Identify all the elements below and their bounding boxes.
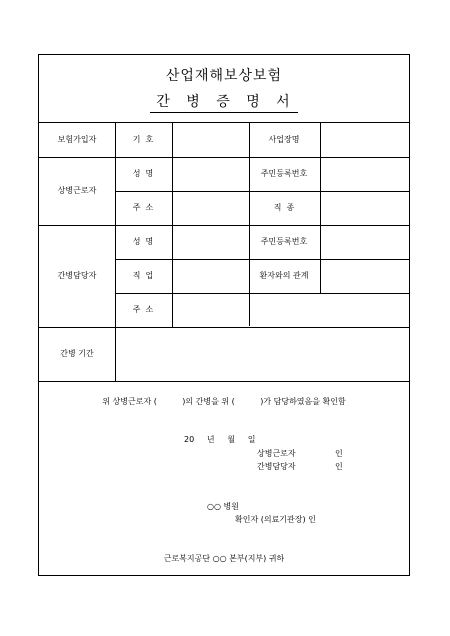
insured-label: 보험가입자 [57,135,97,144]
rule-worker-mid [115,191,409,192]
workplace-label: 사업장명 [268,135,300,144]
rule-worker-bottom [39,225,409,226]
rule-title-bottom [39,122,409,123]
rule-caregiver-bottom [39,327,409,328]
insured-code-label: 기 호 [132,135,154,144]
certify-statement: 위 상병근로자 ( )의 간병을 위 ( )가 담당하였음을 확인함 [102,397,346,406]
worker-label: 상병근로자 [57,186,97,195]
form-subtitle-wrap [39,91,409,113]
rule-label-col [115,122,116,381]
caregiver-seal: 인 [335,462,343,471]
form-subtitle: 간 병 증 명 서 [150,91,297,113]
caregiver-label: 간병담당자 [57,271,97,280]
rule-insured-bottom [39,157,409,158]
worker-rrn-label: 주민등록번호 [260,169,308,178]
rule-caregiver-mid1 [115,259,409,260]
period-label: 간병 기간 [60,349,94,358]
certificate-form [38,54,410,576]
worker-job-label: 직 종 [273,203,295,212]
caregiver-relation-label: 환자와의 관계 [259,271,309,280]
form-title: 산업재해보상보험 [165,68,283,84]
confirmer-line: 확인자 (의료기관장) 인 [235,515,316,524]
caregiver-address-label: 주 소 [132,305,154,314]
rule-caregiver-mid2 [115,293,409,294]
worker-sign-label: 상병근로자 [257,449,296,458]
addressee-line: 근로복지공단 ○○ 본부(지부) 귀하 [163,554,285,563]
rule-mid-left-col [249,122,250,326]
caregiver-sign-label: 간병담당자 [257,462,296,471]
caregiver-occupation-label: 직 업 [132,271,154,280]
hospital-name: ○○ 병원 [207,502,239,511]
worker-address-label: 주 소 [132,203,154,212]
caregiver-rrn-label: 주민등록번호 [260,237,308,246]
caregiver-name-label: 성 명 [132,237,154,246]
rule-sublabel-col [172,122,173,327]
rule-mid-right-col [320,122,321,293]
worker-name-label: 성 명 [132,169,154,178]
worker-seal: 인 [335,449,343,458]
rule-period-bottom [39,381,409,382]
certify-date: 20 년 월 일 [184,435,256,444]
